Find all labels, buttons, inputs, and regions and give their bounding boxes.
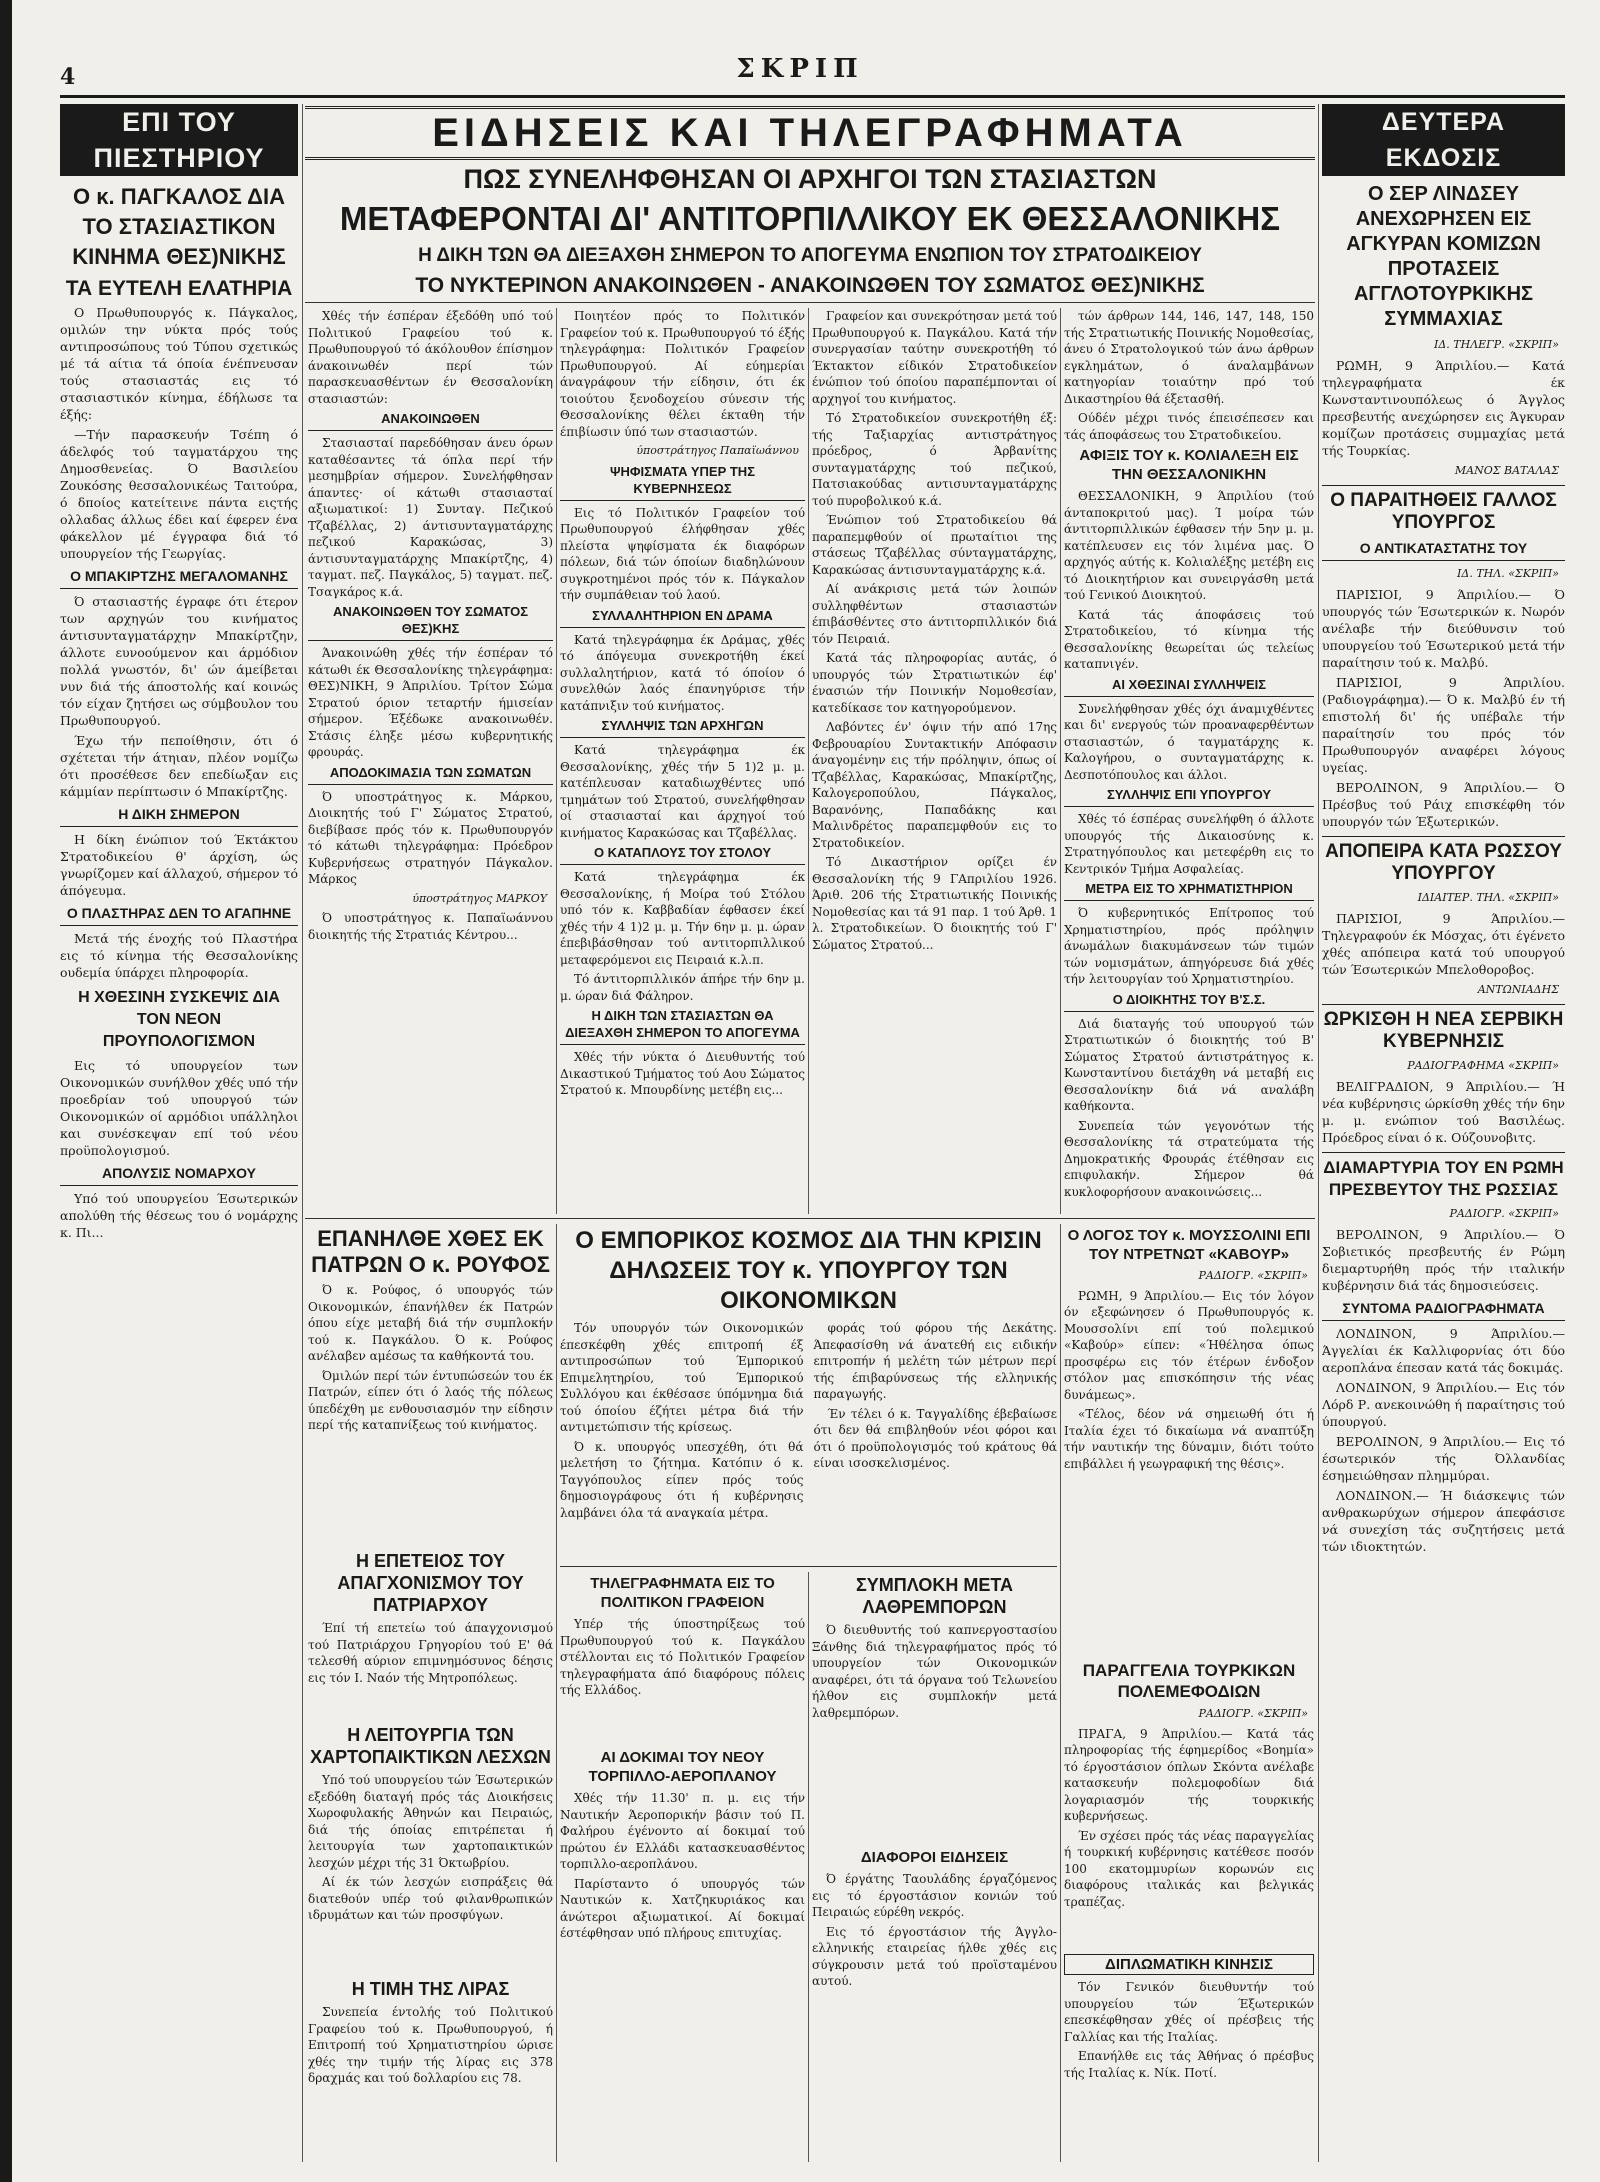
column-rule bbox=[556, 308, 557, 1214]
paragraph: Εις τό έργοστάσιον τής Άγγλο-ελληνικής εταιρείας ήλθε χθές εις σύγκρουσιν μετά τού προϊσταμένου αυτού. bbox=[812, 1924, 1057, 1988]
dateline: ΙΔΙΑΙΤΕΡ. ΤΗΛ. «ΣΚΡΙΠ» bbox=[1417, 891, 1559, 904]
dateline: ΡΑΔΙΟΓΡ. «ΣΚΡΙΠ» bbox=[1198, 1269, 1308, 1282]
left-paragraph: Η δίκη ένώπιον τού Έκτάκτου Στρατοδικείου θ' άρχίση, ώς γνωρίζομεν καί άλλαχού, σήμερον τό άπόγευμα. bbox=[60, 832, 298, 898]
left-subtitle: Η ΧΘΕΣΙΝΗ ΣΥΣΚΕΨΙΣ ΔΙΑ ΤΟΝ ΝΕΟΝ ΠΡΟΥΠΟΛΟΓΙΣΜΟΝ bbox=[78, 989, 280, 1050]
paragraph: Χθές τήν 11.30' π. μ. εις τήν Ναυτικήν Άεροπορικήν βάσιν τού Π. Φαλήρου έγένοντο αί δοκιμαί τού πρώτου έν Ελλάδι κατασκευασθέντος τορπιλλο-αεροπλάνου. bbox=[560, 1791, 805, 1871]
article-title: ΑΙ ΔΟΚΙΜΑΙ ΤΟΥ ΝΕΟΥ ΤΟΡΠΙΛΛΟ-ΑΕΡΟΠΛΑΝΟΥ bbox=[588, 1749, 777, 1785]
paragraph: Παρίσταντο ό υπουργός τών Ναυτικών κ. Χατζηκυριάκος και άνώτεροι αξιωματικοί. Αί δοκιμαί έστέφθησαν υπό πλήρους επιτυχίας. bbox=[560, 1876, 805, 1940]
article-title: Η ΕΠΕΤΕΙΟΣ ΤΟΥ ΑΠΑΓΧΟΝΙΣΜΟΥ ΤΟΥ ΠΑΤΡΙΑΡΧΟΥ bbox=[337, 1551, 524, 1615]
left-subheading: Ο ΠΛΑΣΤΗΡΑΣ ΔΕΝ ΤΟ ΑΓΑΠΗΝΕ bbox=[60, 905, 298, 926]
right-article-title: ΔΙΑΜΑΡΤΥΡΙΑ ΤΟΥ ΕΝ ΡΩΜΗ ΠΡΕΣΒΕΥΤΟΥ ΤΗΣ ΡΩΣΣΙΑΣ bbox=[1322, 1152, 1565, 1201]
paragraph: Ό κ. Ρούφος, ό υπουργός τών Οικονομικών, έπανήλθεν έκ Πατρών όπου είχε μεταβή διά τήν συμπλοκήν τού κ. Παγκάλου. Ό κ. Ρούφος ανέλαβεν αμέσως τα καθήκοντά του. bbox=[308, 1283, 553, 1363]
paragraph: φοράς τού φόρου τής Δεκάτης. Άπεφασίσθη νά άνατεθή εις ειδικήν επιτροπήν ή μελέτη τών μέτρων περί τής έπιβαρύνσεως τής ελληνικής παραγωγής. bbox=[813, 1321, 1057, 1401]
left-paragraph: Εις τό υπουργείον των Οικονομικών συνήλθον χθές υπό τήν προεδρίαν τού υπουργού τών Οικονομικών οί αρμόδιοι υπάλληλοι και συνέσκεψαν επί τού νέου προϋπολογισμού. bbox=[60, 1058, 298, 1158]
article-title: Ο ΕΜΠΟΡΙΚΟΣ ΚΟΣΜΟΣ ΔΙΑ ΤΗΝ ΚΡΙΣΙΝ ΔΗΛΩΣΕΙΣ ΤΟΥ κ. ΥΠΟΥΡΓΟΥ ΤΩΝ ΟΙΚΟΝΟΜΙΚΩΝ bbox=[575, 1227, 1042, 1314]
paragraph: Ό έργάτης Ταουλάδης έργαζόμενος εις τό έργοστάσιον κονιών τού Πειραιώς εύρέθη νεκρός. bbox=[812, 1872, 1057, 1919]
article-rufos bbox=[308, 1224, 553, 1544]
paragraph: ΘΕΣΣΑΛΟΝΙΚΗ, 9 Άπριλίου (τού άνταποκριτού μας). Ί μοίρα τών άντιτορπιλλικών έφθασεν τήν 5ην μ. μ. κατέπλευσεν εις τόν λιμένα μας. Ό αρχηγός αύτής κ. Κολιαλέξης μετέβη εις τό Διοικητήριον και συνειργάσθη μετά τού Γενικού Διοικητού. bbox=[1064, 489, 1314, 602]
masthead: ΣΚΡΙΠ bbox=[736, 54, 864, 84]
paragraph: Τόν υπουργόν τών Οικονομικών έπεσκέφθη χθές επιτροπή έξ αντιπροσώπων τού Έμπορικού Επιμελητηρίου, τού Έμπορικού Συλλόγου και έκθέσασε ύπόμνημα διά τού όποίου έζήτει μέτρα διά τήν αντιμετώπισιν τής κρίσεως. bbox=[560, 1321, 804, 1434]
left-paragraph: Έχω τήν πεποίθησιν, ότι ό σχέτεται τήν άτηιαν, πλέον νομίζω ότι προσέθεσε δεν επεδίωξαν εις κάμμίαν περίπτωσιν ό Μπακίρτζης. bbox=[60, 733, 298, 799]
paragraph: ΠΡΑΓΑ, 9 Άπριλίου.— Κατά τάς πληροφορίας τής έφημερίδος «Βοημία» τό έργοστάσιον όπλων Σκόντα ανέλαβε κατασκευήν πολεμοφοδίων διά λογαριασμόν τής τουρκικής κυβερνήσεως. bbox=[1064, 1726, 1314, 1823]
paragraph: Ό κυβερνητικός Επίτροπος τού Χρηματιστηρίου, πρός πρόληψιν άνωμάλων διακυμάνσεων τών τιμών τών νομισμάτων, άπηγόρευσε διά χθές τήν λειτουργίαν τού Χρηματιστηρίου. bbox=[1064, 906, 1314, 986]
paragraph: Ό διευθυντής τού καπνεργοστασίου Ξάνθης διά τηλεγραφήματος πρός τό υπουργείον τών Οικονομικών αναφέρει, ότι τά όργανα τού Τελωνείου ήλθον εις συμπλοκήν μετά λαθρεμπόρων. bbox=[812, 1623, 1057, 1720]
paragraph: Χθές τό έσπέρας συνελήφθη ό άλλοτε υπουργός τής Δικαιοσύνης κ. Στρατηγόπουλος και μετεφέρθη εις το Κεντρικόν Τμήμα Ασφαλείας. bbox=[1064, 812, 1314, 876]
article-title: ΠΑΡΑΓΓΕΛΙΑ ΤΟΥΡΚΙΚΩΝ ΠΟΛΕΜΕΦΟΔΙΩΝ bbox=[1082, 1661, 1296, 1701]
paragraph: Έν τέλει ό κ. Ταγγαλίδης έβεβαίωσε ότι δεν θά επιβληθούν νέοι φόροι και ότι ό προϋπολογισμός τού κράτους θά είναι ισοσκελισμένος. bbox=[813, 1406, 1057, 1470]
left-subheading: Ο ΜΠΑΚΙΡΤΖΗΣ ΜΕΓΑΛΟΜΑΝΗΣ bbox=[60, 568, 298, 589]
article-title: Ο ΛΟΓΟΣ ΤΟΥ κ. ΜΟΥΣΣΟΛΙΝΙ ΕΠΙ ΤΟΥ ΝΤΡΕΤΝΩΤ «ΚΑΒΟΥΡ» bbox=[1067, 1227, 1311, 1263]
paragraph: ΒΕΡΟΛΙΝΟΝ, 9 Άπριλίου.— Ό Σοβιετικός πρεσβευτής έν Ρώμη διεμαρτυρήθη πρός τήν ιταλικήν κυβέρνησιν διά τάς δημοσιεύσεις. bbox=[1322, 1227, 1565, 1293]
article-lira bbox=[308, 1976, 553, 2156]
left-hero-title: ΕΠΙ ΤΟΥ ΠΙΕΣΤΗΡΙΟΥ bbox=[60, 104, 298, 176]
article-title: ΕΠΑΝΗΛΘΕ ΧΘΕΣ ΕΚ ΠΑΤΡΩΝ Ο κ. ΡΟΥΦΟΣ bbox=[311, 1226, 550, 1277]
headline-1: ΠΩΣ ΣΥΝΕΛΗΦΘΗΣΑΝ ΟΙ ΑΡΧΗΓΟΙ ΤΩΝ ΣΤΑΣΙΑΣΤΩΝ bbox=[463, 164, 1157, 194]
subheading: ΑΝΑΚΟΙΝΩΘΕΝ ΤΟΥ ΣΩΜΑΤΟΣ ΘΕΣ)ΚΗΣ bbox=[308, 603, 553, 641]
subheading: ΜΕΤΡΑ ΕΙΣ ΤΟ ΧΡΗΜΑΤΙΣΤΗΡΙΟΝ bbox=[1064, 880, 1314, 901]
paragraph: Γραφείον και συνεκρότησαν μετά τού Πρωθυπουργού κ. Παγκάλου. Κατά τήν συνεργασίαν ταύτην συνεκροτήθη τό Έκτακτον είδικόν Στρατοδικείον ένώπιον τού όποίου παραπέμπονται οί αρχηγοί του κινήματος. bbox=[812, 309, 1057, 406]
news-banner: ΕΙΔΗΣΕΙΣ ΚΑΙ ΤΗΛΕΓΡΑΦΗΜΑΤΑ bbox=[305, 106, 1315, 160]
column-rule bbox=[808, 1572, 809, 2162]
right-article-title: Ο ΠΑΡΑΙΤΗΘΕΙΣ ΓΑΛΛΟΣ ΥΠΟΥΡΓΟΣ bbox=[1322, 485, 1565, 534]
section-rule bbox=[560, 1566, 1057, 1567]
signature: ύποστράτηγος Παπαϊωάννου bbox=[636, 444, 799, 457]
subheading: ΑΙ ΧΘΕΣΙΝΑΙ ΣΥΛΛΗΨΕΙΣ bbox=[1064, 676, 1314, 697]
article-diplomatiki bbox=[1064, 1952, 1314, 2156]
paragraph: τών άρθρων 144, 146, 147, 148, 150 τής Στρατιωτικής Ποινικής Νομοθεσίας, άνευ ό Στρατολογικού τών άνω άρθρων εγκλημάτων, ό άναλαμβάνων κατηγορίαν τοιαύτην πρό τού Δικαστηρίου θά έξετασθή. bbox=[1064, 309, 1314, 406]
article-diaforoi bbox=[812, 1846, 1057, 2156]
headline-2: ΜΕΤΑΦΕΡΟΝΤΑΙ ΔΙ' ΑΝΤΙΤΟΡΠΙΛΛΙΚΟΥ ΕΚ ΘΕΣΣΑΛΟΝΙΚΗΣ bbox=[339, 200, 1281, 237]
article-mussolini bbox=[1064, 1224, 1314, 1654]
paragraph: Έπί τή επετείω τού άπαγχονισμού τού Πατριάρχου Γρηγορίου τού Ε' θά τελεσθή αύριον επιμνημόσυνος δέησις εις τόν Ι. Ναόν τής Μητροπόλεως. bbox=[308, 1621, 553, 1685]
paragraph: Ένώπιον τού Στρατοδικείου θά παραπεμφθούν οί πρωταίτιοι της στάσεως Τζαβέλλας σύνταγματάρχης, Καρακώσας άντισυνταγματάρχης κ.ά. bbox=[812, 513, 1057, 577]
article-title: Η ΛΕΙΤΟΥΡΓΙΑ ΤΩΝ ΧΑΡΤΟΠΑΙΚΤΙΚΩΝ ΛΕΣΧΩΝ bbox=[310, 1725, 551, 1767]
subheading: ΑΠΟΔΟΚΙΜΑΣΙΑ ΤΩΝ ΣΩΜΑΤΩΝ bbox=[308, 764, 553, 785]
right-column bbox=[1322, 104, 1565, 2162]
left-column bbox=[60, 104, 298, 2162]
column-rule bbox=[1060, 1224, 1061, 2162]
paragraph: Λαβόντες έν' όψιν τήν από 17ης Φεβρουαρίου Συντακτικήν Απόφασιν άναγομένην εις τήν πρόληψιν, όπως οί Τζαβέλλας, Καρακώσας, Μπακίρτζης, Καλογεροπούλου, Πάγκαλος, Βαρανόνης, Παπαδάκης και Μαλινδρέτος παραπεμφθούν εις το Στρατοδικείον. bbox=[812, 720, 1057, 850]
column-rule bbox=[1060, 308, 1061, 1214]
headline-3: Η ΔΙΚΗ ΤΩΝ ΘΑ ΔΙΕΞΑΧΘΗ ΣΗΜΕΡΟΝ ΤΟ ΑΠΟΓΕΥΜΑ ΕΝΩΠΙΟΝ ΤΟΥ ΣΤΡΑΤΟΔΙΚΕΙΟΥ bbox=[418, 245, 1202, 266]
headline-4: ΤΟ ΝΥΚΤΕΡΙΝΟΝ ΑΝΑΚΟΙΝΩΘΕΝ - ΑΝΑΚΟΙΝΩΘΕΝ ΤΟΥ ΣΩΜΑΤΟΣ ΘΕΣ)ΝΙΚΗΣ bbox=[415, 274, 1205, 297]
paragraph: Στασιασταί παρεδόθησαν άνευ όρων καταθέσαντες τά όπλα περί τήν μεσημβρίαν σήμερον. Συνελήφθησαν άπαντες· οί κάτωθι στασιασταί αξιωματικοί: 1) Συνταγ. Πεζικού Τζαβέλλας, 2) άντισυνταγματάρχης πεζικού Καρακώσας, 3) άντισυνταγματάρχης Μπακίρτζης, 4) ταγματ. πεζ. Παγκάλος, 5) ταγματ. πεζ. Τσαγκάρος κ.ά. bbox=[308, 436, 553, 599]
dateline: ΡΑΔΙΟΓΡ. «ΣΚΡΙΠ» bbox=[1198, 1707, 1308, 1720]
paragraph: Επανήλθε εις τάς Άθήνας ό πρέσβυς τής Ιταλίας κ. Νίκ. Ποτί. bbox=[1064, 2049, 1314, 2080]
right-subheading: ΣΥΝΤΟΜΑ ΡΑΔΙΟΓΡΑΦΗΜΑΤΑ bbox=[1322, 1300, 1565, 1321]
paragraph: Ποιητέον πρός το Πολιτικόν Γραφείον τού κ. Πρωθυπουργού τό έξής τηλεγράφημα: Πολιτικόν Γραφείον Πρωθυπουργού. Αί εύημερίαι άναγράφουν τήν είδησιν, ότι έκ τοιούτου ξενοδοχείου σύνεσιν τής Θεσσαλονίκης θέλει έκταθη τήν έπιβίωσιν ύπό των στασιαστών. bbox=[560, 309, 805, 439]
paragraph: ΡΩΜΗ, 9 Άπριλίου.— Κατά τηλεγραφήματα έκ Κωνσταντινουπόλεως ό Άγγλος πρεσβευτής ανεχώρησεν εις Άγκυραν κομίζων προτάσεις συμμαχίας μετά τής Τουρκίας. bbox=[1322, 358, 1565, 458]
paragraph: Διά διαταγής τού υπουργού τών Στρατιωτικών ό διοικητής τού Β' Σώματος Στρατού άντιστράτηγος κ. Κωνσταντίνου διετάχθη νά μεταβή εις Θεσσαλονίκην διά νά αναλάβη καθήκοντα. bbox=[1064, 1016, 1314, 1113]
article-symploki bbox=[812, 1572, 1057, 1842]
subheading: ΑΦΙΞΙΣ ΤΟΥ κ. ΚΟΛΙΑΛΕΞΗ ΕΙΣ ΤΗΝ ΘΕΣΣΑΛΟΝΙΚΗΝ bbox=[1079, 447, 1299, 483]
paragraph: Κατά τάς άποφάσεις τού Στρατοδικείου, τό κίνημα τής Θεσσαλονίκης θεωρείται ώς τελείως καταπνιγέν. bbox=[1064, 607, 1314, 671]
column-rule bbox=[1318, 104, 1319, 2162]
left-paragraph: Ό στασιαστής έγραφε ότι έτερον των αρχηγών του κινήματος άντισυνταγματάρχην Μπακίρτζην, άλλοτε ευνοούμενον και άρμόδιον πολλά γνωστόν, δι' ών άμείβεται νυν διά τής άποστολής καί κοινώς τόν είχαν ζητήσει ως σύμβουλον του Πρωθυπουργού. bbox=[60, 594, 298, 728]
left-subheading: ΑΠΟΛΥΣΙΣ ΝΟΜΑΡΧΟΥ bbox=[60, 1165, 298, 1186]
article-epeteios bbox=[308, 1548, 553, 1718]
paragraph: Ό κ. υπουργός υπεσχέθη, ότι θά μελετήση το ζήτημα. Κατόπιν ό κ. Ταγγόπουλος είπεν πρός τούς δημοσιογράφους ότι ή κυβέρνησις λαμβάνει όλα τά αναγκαία μέτρα. bbox=[560, 1439, 804, 1520]
paragraph: Αί ανάκρισις μετά τών λοιπών συλληφθέντων στασιαστών έπιβάσθέντες στο άντιτορπιλλικόν διά τόν Πειραιά. bbox=[812, 582, 1057, 646]
section-rule bbox=[305, 1218, 1315, 1219]
paragraph: ΒΕΛΙΓΡΑΔΙΟΝ, 9 Άπριλίου.— Ή νέα κυβέρνησις ώρκίσθη χθές τήν 6ην μ. μ. ενώπιον τού Βασιλέως. Πρόεδρος είναι ό κ. Ούζουνοβιτς. bbox=[1322, 1079, 1565, 1145]
paragraph: Ό υποστράτηγος κ. Παπαϊωάννου διοικητής τής Στρατιάς Κέντρου... bbox=[308, 911, 553, 942]
left-subheading: Η ΔΙΚΗ ΣΗΜΕΡΟΝ bbox=[60, 806, 298, 827]
paragraph: Αί έκ τών λεσχών εισπράξεις θά διατεθούν υπέρ τού φιλανθρωπικών ιδρυμάτων και τών προσφύγων. bbox=[308, 1875, 553, 1922]
paragraph: Τόν Γενικόν διευθυντήν τού υπουργείου τών Έξωτερικών επεσκέφθησαν χθές οί πρέσβεις τής Γαλλίας και τής Ιταλίας. bbox=[1064, 1980, 1314, 2044]
dateline: ΙΔ. ΤΗΛΕΓΡ. «ΣΚΡΙΠ» bbox=[1433, 338, 1559, 351]
paragraph: Συνεπεία τών γεγονότων τής Θεσσαλονίκης τά στρατεύματα τής Δημοκρατικής Φρουράς έτέθησαν εις επιφυλακήν. Σήμερον θά κυκλοφορήσουν ανακοινώσεις... bbox=[1064, 1118, 1314, 1199]
right-hero-title: ΔΕΥΤΕΡΑ ΕΚΔΟΣΙΣ bbox=[1322, 104, 1565, 176]
article-emporikos bbox=[560, 1224, 1057, 1564]
left-paragraph: Ο Πρωθυπουργός κ. Πάγκαλος, ομιλών την νύκτα πρός τούς αντιπροσώπους τού Τύπου σχετικώς μέ τά αίτια τά όποία ένέπνευσαν τούς στασιαστάς εις τό στασιαστικόν κίνημα, έδήλωσε τα έξής: bbox=[60, 305, 298, 422]
center-column-1 bbox=[308, 308, 553, 1213]
article-title: ΣΥΜΠΛΟΚΗ ΜΕΤΑ ΛΑΘΡΕΜΠΟΡΩΝ bbox=[856, 1575, 1013, 1617]
paragraph: Τό Δικαστήριον ορίζει έν Θεσσαλονίκη τής 9 ΓΑπριλίου 1926. Άριθ. 206 τής Στρατιωτικής Ποινικής Νομοθεσίας και τά 91 παρ. 1 τού Άρθ. 1 λ. Στρατοδικείων. Ό διοικητής τού Γ' Σώματος Στρατού... bbox=[812, 855, 1057, 952]
article-tilegrafimata bbox=[560, 1572, 805, 1742]
paragraph: Συνεπεία έντολής τού Πολιτικού Γραφείου τού κ. Πρωθυπουργού, ή Επιτροπή τού Χρηματιστηρίου ώρισε χθές την τιμήν τής λίρας εις 378 δραχμάς και τού δολλαρίου εις 78. bbox=[308, 2005, 553, 2085]
right-article-subtitle: Ο ΑΝΤΙΚΑΤΑΣΤΑΤΗΣ ΤΟΥ bbox=[1322, 540, 1565, 561]
subheading: ΨΗΦΙΣΜΑΤΑ ΥΠΕΡ ΤΗΣ ΚΥΒΕΡΝΗΣΕΩΣ bbox=[560, 463, 805, 501]
left-paragraph: —Τήν παρασκευήν Τσέπη ό άδελφός τού ταγματάρχου της Δημοσθενείας. Ό Βασιλείου Ζουκόσης θεσσαλονικέως Ταιτούρα, ό δποίος κατείτεινε πάντα ειςτής ολλαδας άλλως έδει καί έφερεν ένα φάκελλον μέ έγγραφα διά τό υπουργείον τής Γεωργίας. bbox=[60, 427, 298, 561]
article-lesxai bbox=[308, 1722, 553, 1972]
paragraph: «Τέλος, δέον νά σημειωθή ότι ή Ιταλία έχει τό δικαίωμα νά αναπτύξη τήν ναυτικήν της δύναμιν, διότι τούτο επιβάλλει ή γεωγραφική της θέσις». bbox=[1064, 1407, 1314, 1471]
paragraph: Ό υποστράτηγος κ. Μάρκου, Διοικητής τού Γ' Σώματος Στρατού, διεβίβασε πρός τόν κ. Πρωθυπουργόν τό κάτωθι τηλεγράφημα: Πρόεδρον Κυβερνήσεως στρατηγόν Πάγκαλον. Μάρκος bbox=[308, 789, 553, 886]
paragraph: ΒΕΡΟΛΙΝΟΝ, 9 Άπριλίου.— Εις τό έσωτερικόν τής Όλλανδίας έσημειώθησαν πλημμύραι. bbox=[1322, 1434, 1565, 1483]
paragraph: Άνακοινώθη χθές τήν έσπέραν τό κάτωθι έκ Θεσσαλονίκης τηλεγράφημα: ΘΕΣ)ΝΙΚΗ, 9 Άπριλίου. Τρίτον Σώμα Στρατού όριον τεταρτήν ήμισείαν σήμερον. Έξέδωκε ανακοινωθέν. Στάσις έληξε μέσω κυβερνητικής φρουράς. bbox=[308, 646, 553, 759]
right-article-title: Ο ΣΕΡ ΛΙΝΔΣΕΥ ΑΝΕΧΩΡΗΣΕΝ ΕΙΣ ΑΓΚΥΡΑΝ ΚΟΜΙΖΩΝ ΠΡΟΤΑΣΕΙΣ ΑΓΓΛΟΤΟΥΡΚΙΚΗΣ ΣΥΜΜΑΧΙΑΣ bbox=[1346, 183, 1541, 330]
paragraph: Εις τό Πολιτικόν Γραφείον τού Πρωθυπουργού έλήφθησαν χθές πλείστα ψηφίσματα έκ διαφόρων πόλεων, διά τών όποίων διαδηλώνουν συγκροτημένοι πρός τόν κ. Πάγκαλον τήν συμπάθειαν τού λαού. bbox=[560, 505, 805, 602]
paragraph: Κατά τηλεγράφημα έκ Δράμας, χθές τό άπόγευμα συνεκροτήθη έκεί συλλαλητήριον, κατά τό όποίον ό συνελθών λαός έπανηγύρισε τήν κατάπνιξιν τού κινήματος. bbox=[560, 632, 805, 713]
dateline: ΡΑΔΙΟΓΡ. «ΣΚΡΙΠ» bbox=[1449, 1207, 1559, 1220]
left-paragraph: Μετά τής ένοχής τού Πλαστήρα εις τό κίνημα τής Θεσσαλονίκης ουδεμία ύπάρχει πληροφορία. bbox=[60, 931, 298, 980]
paragraph: ΛΟΝΔΙΝΟΝ.— Ή διάσκεψις τών ανθρακωρύχων σήμερον άπεφάσισε νά συνεχίση τάς συζητήσεις μετά τών ιδιοκτητών. bbox=[1322, 1488, 1565, 1554]
page-number: 4 bbox=[60, 64, 76, 90]
column-rule bbox=[556, 1224, 557, 2162]
paragraph: Χθές τήν νύκτα ό Διευθυντής τού Δικαστικού Τμήματος τού Αου Σώματος Στρατού κ. Μπουρδίνης μετέβη εις... bbox=[560, 1050, 805, 1097]
column-rule bbox=[302, 104, 303, 2162]
paragraph: Συνελήφθησαν χθές όχι άναμιχθέντες και δι' ενεργούς τών προαναφερθέντων στασιαστών, ό ταγματάρχης κ. Καλογήρου, ο συνταγματάρχης κ. Δεσποτόπουλος και άλλοι. bbox=[1064, 701, 1314, 782]
subheading: Ο ΚΑΤΑΠΛΟΥΣ ΤΟΥ ΣΤΟΛΟΥ bbox=[560, 844, 805, 865]
paragraph: ΠΑΡΙΣΙΟΙ, 9 Άπριλίου.— Ό υπουργός τών Έσωτερικών κ. Νωρόν ανέλαβε τήν διεύθυνσιν τού υπουργείου τού Έσωτερικού μετά τήν παραίτησιν τού κ. Μαλβύ. bbox=[1322, 587, 1565, 670]
left-article-title: Ο κ. ΠΑΓΚΑΛΟΣ ΔΙΑ ΤΟ ΣΤΑΣΙΑΣΤΙΚΟΝ ΚΙΝΗΜΑ ΘΕΣ)ΝΙΚΗΣ bbox=[72, 184, 286, 269]
subheading: ΣΥΛΛΗΨΙΣ ΤΩΝ ΑΡΧΗΓΩΝ bbox=[560, 717, 805, 738]
article-title: ΔΙΠΛΩΜΑΤΙΚΗ ΚΙΝΗΣΙΣ bbox=[1064, 1954, 1314, 1975]
paragraph: ΠΑΡΙΣΙΟΙ, 9 Άπριλίου. (Ραδιογράφημα).— Ό κ. Μαλβύ έν τή επιστολή δι' ής υπέβαλε τήν παραίτησίν του πρός τόν Πρωθυπουργόν αναφέρει λόγους υγείας. bbox=[1322, 675, 1565, 775]
paragraph: ΠΑΡΙΣΙΟΙ, 9 Άπριλίου.— Τηλεγραφούν έκ Μόσχας, ότι έγένετο χθές απόπειρα κατά τού υπουργού τών Έσωτερικών Μπελοθοροβος. bbox=[1322, 911, 1565, 977]
right-article-title: ΑΠΟΠΕΙΡΑ ΚΑΤΑ ΡΩΣΣΟΥ ΥΠΟΥΡΓΟΥ bbox=[1322, 836, 1565, 885]
paragraph: Υπέρ τής ύποστηρίξεως τού Πρωθυπουργού τού κ. Παγκάλου στέλλονται εις τό Πολιτικόν Γραφείον τηλεγραφήματα άπό διαφόρους πόλεις τής Ελλάδος. bbox=[560, 1617, 805, 1697]
binding-edge bbox=[0, 0, 12, 2182]
subheading: ΣΥΛΛΑΛΗΤΗΡΙΟΝ ΕΝ ΔΡΑΜΑ bbox=[560, 607, 805, 628]
paragraph: Κατά τηλεγράφημα έκ Θεσσαλονίκης, ή Μοίρα τού Στόλου υπό τόν κ. Καββαδίαν έφθασεν έκεί χθές τήν 4 1)2 μ. μ. Τήν 6ην μ. μ. ώραν έπεβιβάσθησαν τού αντιτορπιλλικού μεταφερόμενοι εις Πειραιά κ.λ.π. bbox=[560, 870, 805, 967]
left-paragraph: Υπό τού υπουργείου Έσωτερικών απολύθη τής θέσεως του ό νομάρχης κ. Πι... bbox=[60, 1191, 298, 1240]
top-rule bbox=[60, 95, 1565, 98]
article-title: ΔΙΑΦΟΡΟΙ ΕΙΔΗΣΕΙΣ bbox=[860, 1849, 1009, 1866]
article-dokimai bbox=[560, 1746, 805, 2156]
article-title: ΤΗΛΕΓΡΑΦΗΜΑΤΑ ΕΙΣ ΤΟ ΠΟΛΙΤΙΚΟΝ ΓΡΑΦΕΙΟΝ bbox=[590, 1575, 775, 1611]
paragraph: Όμιλών περί τών έντυπώσεών του έκ Πατρών, είπεν ότι ό λαός τής πόλεως ύπεδέχθη με ενθουσιασμόν την είδησιν περί τής καταπνίξεως τού κινήματος. bbox=[308, 1368, 553, 1432]
paragraph: Τό Στρατοδικείον συνεκροτήθη έξ: τής Ταξιαρχίας αντιστράτηγος πρόεδρος, ό Άρβανίτης συνταγματάρχης τού πεζικού, Πατσιακούδας αντισυνταγματάρχης τού πυροβολικού κ.ά. bbox=[812, 411, 1057, 508]
subheading: Ο ΔΙΟΙΚΗΤΗΣ ΤΟΥ Β'Σ.Σ. bbox=[1064, 991, 1314, 1012]
paragraph: Τό άντιτορπιλλικόν άπήρε τήν 6ην μ. μ. ώραν διά Φάληρον. bbox=[560, 972, 805, 1003]
article-paraggelia bbox=[1064, 1658, 1314, 1948]
paragraph: ΛΟΝΔΙΝΟΝ, 9 Άπριλίου.— Εις τόν Λόρδ Ρ. ανεκοινώθη ή παραίτησις τού ύπουργού. bbox=[1322, 1380, 1565, 1429]
subheading: ΑΝΑΚΟΙΝΩΘΕΝ bbox=[308, 410, 553, 431]
paragraph: Κατά τάς πληροφορίας αυτάς, ό υπουργός τών Στρατιωτικών έφ' ένασιών τήν Ποινικήν Νομοθεσίαν, κατεδίκασε τον κατηγορούμενον. bbox=[812, 651, 1057, 715]
paragraph: Κατά τηλεγράφημα έκ Θεσσαλονίκης, χθές τήν 5 1)2 μ. μ. κατέπλευσαν καταδιωχθέντες υπό τμημάτων τού Στρατού, συνελήφθησαν οί στασιασταί και άρχηγοί τού κινήματος Καρακώσας και Τζαβέλλας. bbox=[560, 743, 805, 840]
paragraph: Υπό τού υπουργείου τών Έσωτερικών εξεδόθη διαταγή πρός τάς Διοικήσεις Χωροφυλακής Άθηνών και Πειραιώς, διά τής όποίας επιτρέπεται ή λειτουργία των χαρτοπαικτικών λεσχών μέχρι τής 31 Όκτωβρίου. bbox=[308, 1773, 553, 1870]
dateline: ΙΔ. ΤΗΛ. «ΣΚΡΙΠ» bbox=[1457, 567, 1559, 580]
left-article-subtitle: ΤΑ ΕΥΤΕΛΗ ΕΛΑΤΗΡΙΑ bbox=[65, 277, 293, 300]
center-column-4 bbox=[1064, 308, 1314, 1213]
paragraph: ΡΩΜΗ, 9 Άπριλίου.— Εις τόν λόγον όν εξεφώνησεν ό Πρωθυπουργός κ. Μουσσολίνι επί τού πολεμικού «Καβούρ» είπεν: «Ήθέλησα όπως προσφέρω εις τόν έτέρων ένδοξον στόλον μας επισκόπησιν τής νέας δυνάμεως». bbox=[1064, 1288, 1314, 1402]
headline-rule bbox=[305, 302, 1315, 303]
center-column-2 bbox=[560, 308, 805, 1213]
right-article-title: ΩΡΚΙΣΘΗ Η ΝΕΑ ΣΕΡΒΙΚΗ ΚΥΒΕΡΝΗΣΙΣ bbox=[1322, 1004, 1565, 1053]
paragraph: Ούδέν μέχρι τινός έπεισέπεσεν και τάς άποφάσεως του Στρατοδικείου. bbox=[1064, 411, 1314, 442]
paragraph: ΛΟΝΔΙΝΟΝ, 9 Άπριλίου.— Άγγελίαι έκ Καλλιφορνίας ότι δύο αεροπλάνα έπεσαν κατά τάς δοκιμάς. bbox=[1322, 1326, 1565, 1375]
subheading: ΣΥΛΛΗΨΙΣ ΕΠΙ ΥΠΟΥΡΓΟΥ bbox=[1064, 786, 1314, 807]
byline: ΑΝΤΩΝΙΑΔΗΣ bbox=[1477, 983, 1559, 996]
column-rule bbox=[808, 308, 809, 1214]
center-column-3 bbox=[812, 308, 1057, 1213]
subheading: Η ΔΙΚΗ ΤΩΝ ΣΤΑΣΙΑΣΤΩΝ ΘΑ ΔΙΕΞΑΧΘΗ ΣΗΜΕΡΟΝ ΤΟ ΑΠΟΓΕΥΜΑ bbox=[560, 1007, 805, 1045]
article-title: Η ΤΙΜΗ ΤΗΣ ΛΙΡΑΣ bbox=[351, 1979, 510, 1999]
byline: ΜΑΝΟΣ ΒΑΤΑΛΑΣ bbox=[1454, 464, 1559, 477]
signature: ύποστράτηγος ΜΑΡΚΟΥ bbox=[412, 891, 547, 905]
paragraph: Έν σχέσει πρός τάς νέας παραγγελίας ή τουρκική κυβέρνησις κατέθεσε ποσόν 100 εκατομμυρίων κορωνών εις διαφόρους ιταλικάς και βελγικάς τραπέζας. bbox=[1064, 1828, 1314, 1909]
dateline: ΡΑΔΙΟΓΡΑΦΗΜΑ «ΣΚΡΙΠ» bbox=[1407, 1059, 1559, 1072]
paragraph: ΒΕΡΟΛΙΝΟΝ, 9 Άπριλίου.— Ό Πρέσβυς τού Ράιχ επισκέφθη τόν υπουργόν τών Έξωτερικών. bbox=[1322, 780, 1565, 829]
paragraph: Χθές τήν έσπέραν έξεδόθη υπό τού Πολιτικού Γραφείου τού κ. Πρωθυπουργού τό άκόλουθον έπίσημον άνακοινωθέν περί τών παρασκευασθέντων έν Θεσσαλονίκη στασιαστών: bbox=[308, 309, 553, 406]
